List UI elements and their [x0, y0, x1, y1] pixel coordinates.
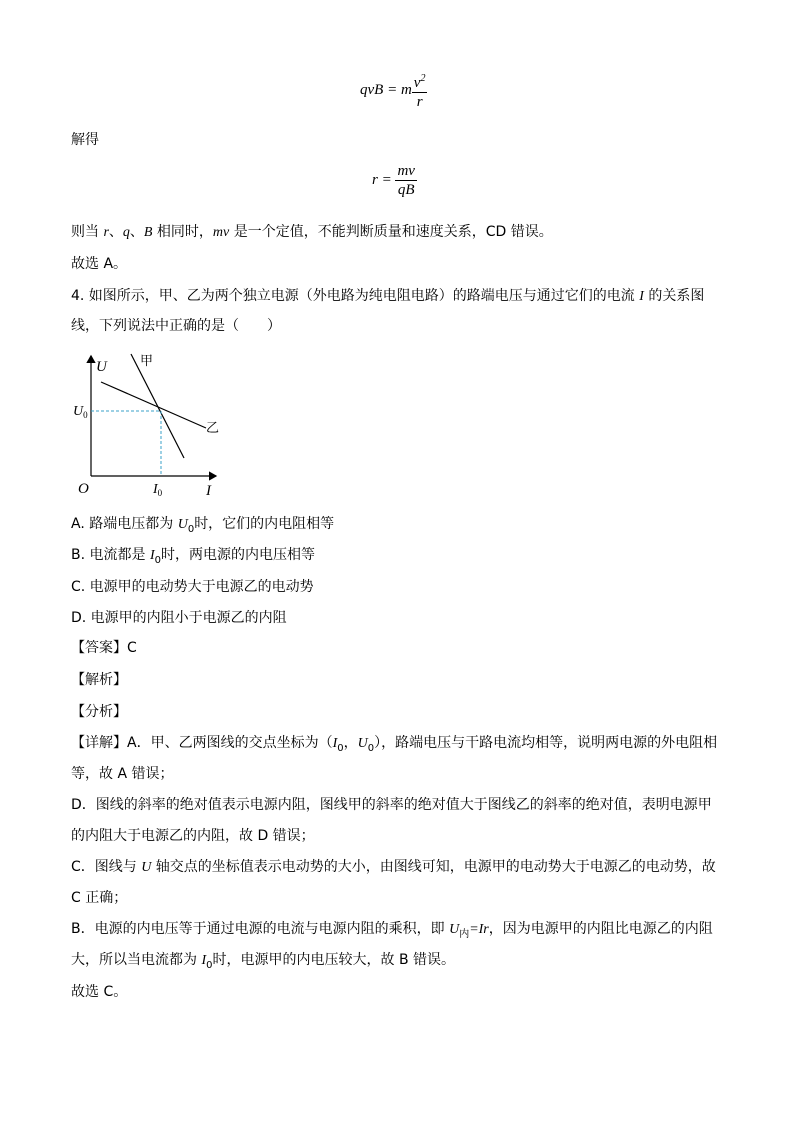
text: 时，两电源的内电压相等 [161, 547, 316, 563]
label-u-axis: U [96, 359, 107, 375]
text: 是一个定值，不能判断质量和速度关系，CD 错误。 [229, 224, 553, 240]
answer-tag: 【答案】 [71, 640, 127, 656]
eq-ir: =Ir [469, 922, 489, 937]
eq1-sup: 2 [420, 73, 426, 84]
detail-line6: C 正确； [71, 890, 128, 906]
var-i: I [149, 548, 155, 563]
var-i: I [639, 289, 644, 304]
detail-line1 [71, 733, 717, 759]
option-b [71, 545, 315, 571]
sub: 内 [459, 928, 470, 940]
text: A. 路端电压都为 [71, 516, 178, 532]
text: ，因为电源甲的内阻比电源乙的内阻 [488, 921, 713, 937]
text: 4. 如图所示，甲、乙为两个独立电源（外电路为纯电阻电路）的路端电压与通过它们的电流 [71, 288, 640, 304]
u0-sub: 0 [83, 410, 88, 420]
eq1-lhs: qvB = m [360, 81, 412, 98]
text: 【详解】A．甲、乙两图线的交点坐标为（ [71, 735, 333, 751]
option-a [71, 514, 334, 540]
text: 的关系图 [643, 288, 705, 304]
label-u0 [73, 404, 88, 420]
analysis-heading: 【解析】 [71, 672, 127, 688]
answer-value: C [127, 640, 137, 656]
text: 时，电源甲的内电压较大，故 B 错误。 [212, 952, 456, 968]
eq2-den: qB [397, 182, 415, 198]
sub: 0 [154, 554, 162, 566]
detail-line3: D．图线的斜率的绝对值表示电源内阻，图线甲的斜率的绝对值大于图线乙的斜率的绝对值，表明电源甲 [71, 797, 712, 813]
detail-line4: 的内阻大于电源乙的内阻，故 D 错误； [71, 828, 315, 844]
eq1-den: r [416, 94, 423, 110]
line-jia [131, 354, 184, 458]
sub: 0 [187, 523, 195, 535]
choose-a: 故选 A。 [71, 256, 128, 272]
text: 、 [129, 224, 144, 240]
detail-line2: 等，故 A 错误； [71, 766, 174, 782]
option-d: D. 电源甲的内阻小于电源乙的内阻 [71, 610, 287, 626]
sub: 0 [206, 959, 213, 971]
solve-label: 解得 [71, 132, 99, 148]
answer-line [71, 638, 137, 658]
question-4-line1 [71, 286, 704, 307]
var-u: U [141, 860, 152, 875]
label-i-axis: I [206, 483, 211, 499]
var-u: U [449, 922, 460, 937]
var-u: U [177, 517, 188, 532]
eq2-fraction [395, 162, 417, 199]
var-q: q [122, 225, 130, 240]
var-b: B [143, 225, 153, 240]
fenxi-heading: 【分析】 [71, 704, 127, 720]
question-4-line2: 线，下列说法中正确的是（ ） [71, 318, 281, 334]
label-jia: 甲 [140, 354, 154, 369]
conclusion-line [71, 222, 553, 243]
text: B. 电流都是 [71, 547, 150, 563]
label-origin: O [78, 481, 89, 497]
text: ， [343, 735, 358, 751]
text: 时，它们的内电阻相等 [194, 516, 335, 532]
eq2-num: mv [397, 163, 415, 179]
eq2-lhs: r = [372, 171, 396, 188]
text: ），路端电压与干路电流均相等，说明两电源的外电阻相 [374, 735, 718, 751]
label-i0 [152, 482, 163, 498]
detail-end: 故选 C。 [71, 984, 128, 1000]
text: 大，所以当电流都为 [71, 952, 202, 968]
text: C．图线与 [71, 859, 142, 875]
detail-line5 [71, 857, 716, 878]
u-i-graph [72, 352, 232, 502]
var-i: I [332, 736, 338, 751]
line-yi [101, 382, 206, 428]
var-r: r [103, 225, 109, 240]
equation-lorentz [360, 70, 427, 111]
var-i: I [201, 953, 207, 968]
eq1-num: v [413, 75, 421, 91]
text: 相同时， [152, 224, 213, 240]
i0-main: I [153, 482, 158, 497]
text: 、 [108, 224, 123, 240]
text: 轴交点的坐标值表示电动势的大小，由图线可知，电源甲的电动势大于电源乙的电动势，故 [151, 859, 716, 875]
detail-line7 [71, 919, 713, 945]
equation-radius [372, 162, 417, 199]
option-c: C. 电源甲的电动势大于电源乙的电动势 [71, 579, 314, 595]
text: 则当 [71, 224, 104, 240]
u0-main: U [73, 404, 84, 419]
detail-line8 [71, 950, 455, 976]
var-mv: mv [212, 225, 230, 240]
label-yi: 乙 [206, 421, 220, 436]
sub: 0 [337, 742, 344, 754]
var-u: U [357, 736, 368, 751]
text: B．电源的内电压等于通过电源的电流与电源内阻的乘积，即 [71, 921, 450, 937]
sub: 0 [367, 742, 375, 754]
i0-sub: 0 [157, 488, 163, 498]
eq1-fraction [412, 70, 428, 111]
